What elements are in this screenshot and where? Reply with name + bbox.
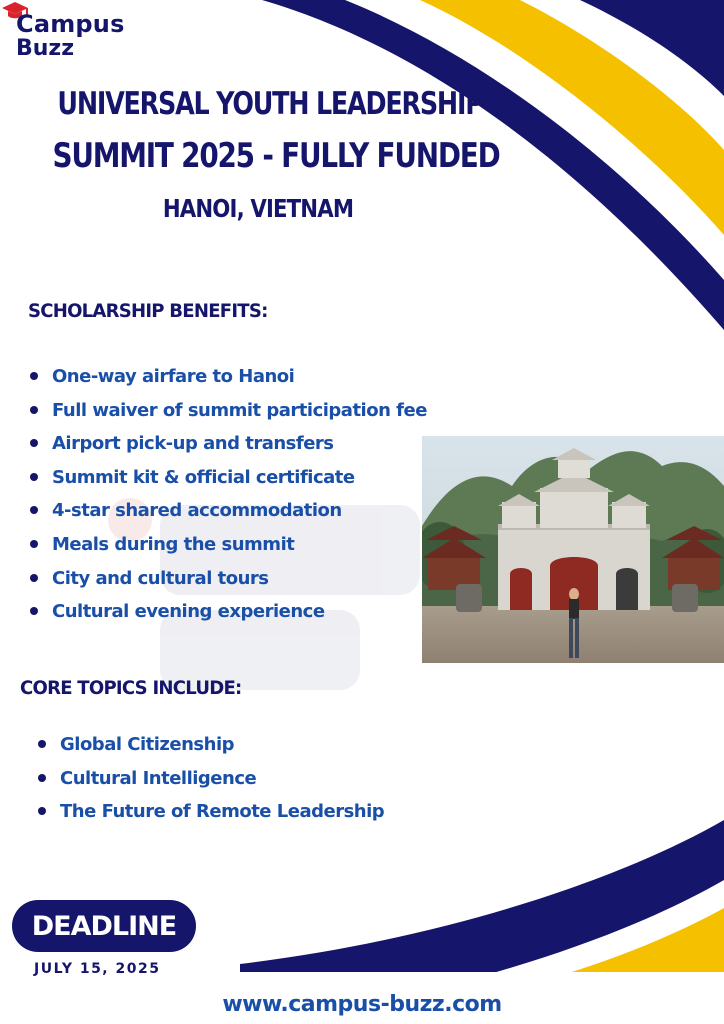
benefits-list bbox=[52, 363, 427, 632]
benefit-item bbox=[52, 363, 427, 397]
topic-item bbox=[60, 765, 384, 799]
benefits-heading: SCHOLARSHIP BENEFITS: bbox=[28, 300, 268, 322]
benefit-item bbox=[52, 598, 427, 632]
benefit-text: 4-star shared accommodation bbox=[52, 500, 342, 522]
bullet-icon bbox=[38, 740, 46, 748]
topic-text: Global Citizenship bbox=[60, 734, 235, 755]
bullet-icon bbox=[30, 372, 38, 380]
deadline-badge: DEADLINE bbox=[12, 900, 196, 952]
benefit-item bbox=[52, 531, 427, 565]
benefit-text: Meals during the summit bbox=[52, 533, 295, 555]
benefit-text: Full waiver of summit participation fee bbox=[52, 399, 427, 421]
logo-text-buzz: Buzz bbox=[16, 36, 75, 61]
topics-list bbox=[60, 731, 384, 832]
bullet-icon bbox=[30, 473, 38, 481]
logo-text-campus: Campus bbox=[16, 10, 125, 38]
title-line-1: UNIVERSAL YOUTH LEADERSHIP bbox=[57, 86, 483, 122]
website-link[interactable]: www.campus-buzz.com bbox=[222, 992, 502, 1017]
topic-text: The Future of Remote Leadership bbox=[60, 801, 385, 823]
topic-item bbox=[60, 731, 384, 765]
temple-gate-photo bbox=[422, 436, 724, 663]
bullet-icon bbox=[30, 540, 38, 548]
deadline-date: JULY 15, 2025 bbox=[34, 961, 161, 977]
bullet-icon bbox=[30, 574, 38, 582]
benefit-text: Summit kit & official certificate bbox=[52, 466, 355, 488]
benefit-text: Cultural evening experience bbox=[52, 601, 325, 623]
benefit-text: One-way airfare to Hanoi bbox=[52, 366, 295, 387]
bullet-icon bbox=[30, 607, 38, 615]
title-line-2: SUMMIT 2025 - FULLY FUNDED bbox=[52, 136, 500, 176]
bullet-icon bbox=[30, 506, 38, 514]
benefit-item bbox=[52, 464, 427, 498]
top-right-swoosh-decoration bbox=[0, 0, 724, 380]
benefit-text: City and cultural tours bbox=[52, 567, 269, 589]
bullet-icon bbox=[30, 406, 38, 414]
event-location: HANOI, VIETNAM bbox=[162, 194, 354, 223]
benefit-item bbox=[52, 397, 427, 431]
topics-heading: CORE TOPICS INCLUDE: bbox=[20, 677, 242, 699]
benefit-item bbox=[52, 430, 427, 464]
topic-item bbox=[60, 798, 384, 832]
bullet-icon bbox=[38, 774, 46, 782]
bullet-icon bbox=[30, 439, 38, 447]
benefit-text: Airport pick-up and transfers bbox=[52, 433, 334, 455]
benefit-item bbox=[52, 497, 427, 531]
benefit-item bbox=[52, 565, 427, 599]
topic-text: Cultural Intelligence bbox=[60, 767, 257, 789]
